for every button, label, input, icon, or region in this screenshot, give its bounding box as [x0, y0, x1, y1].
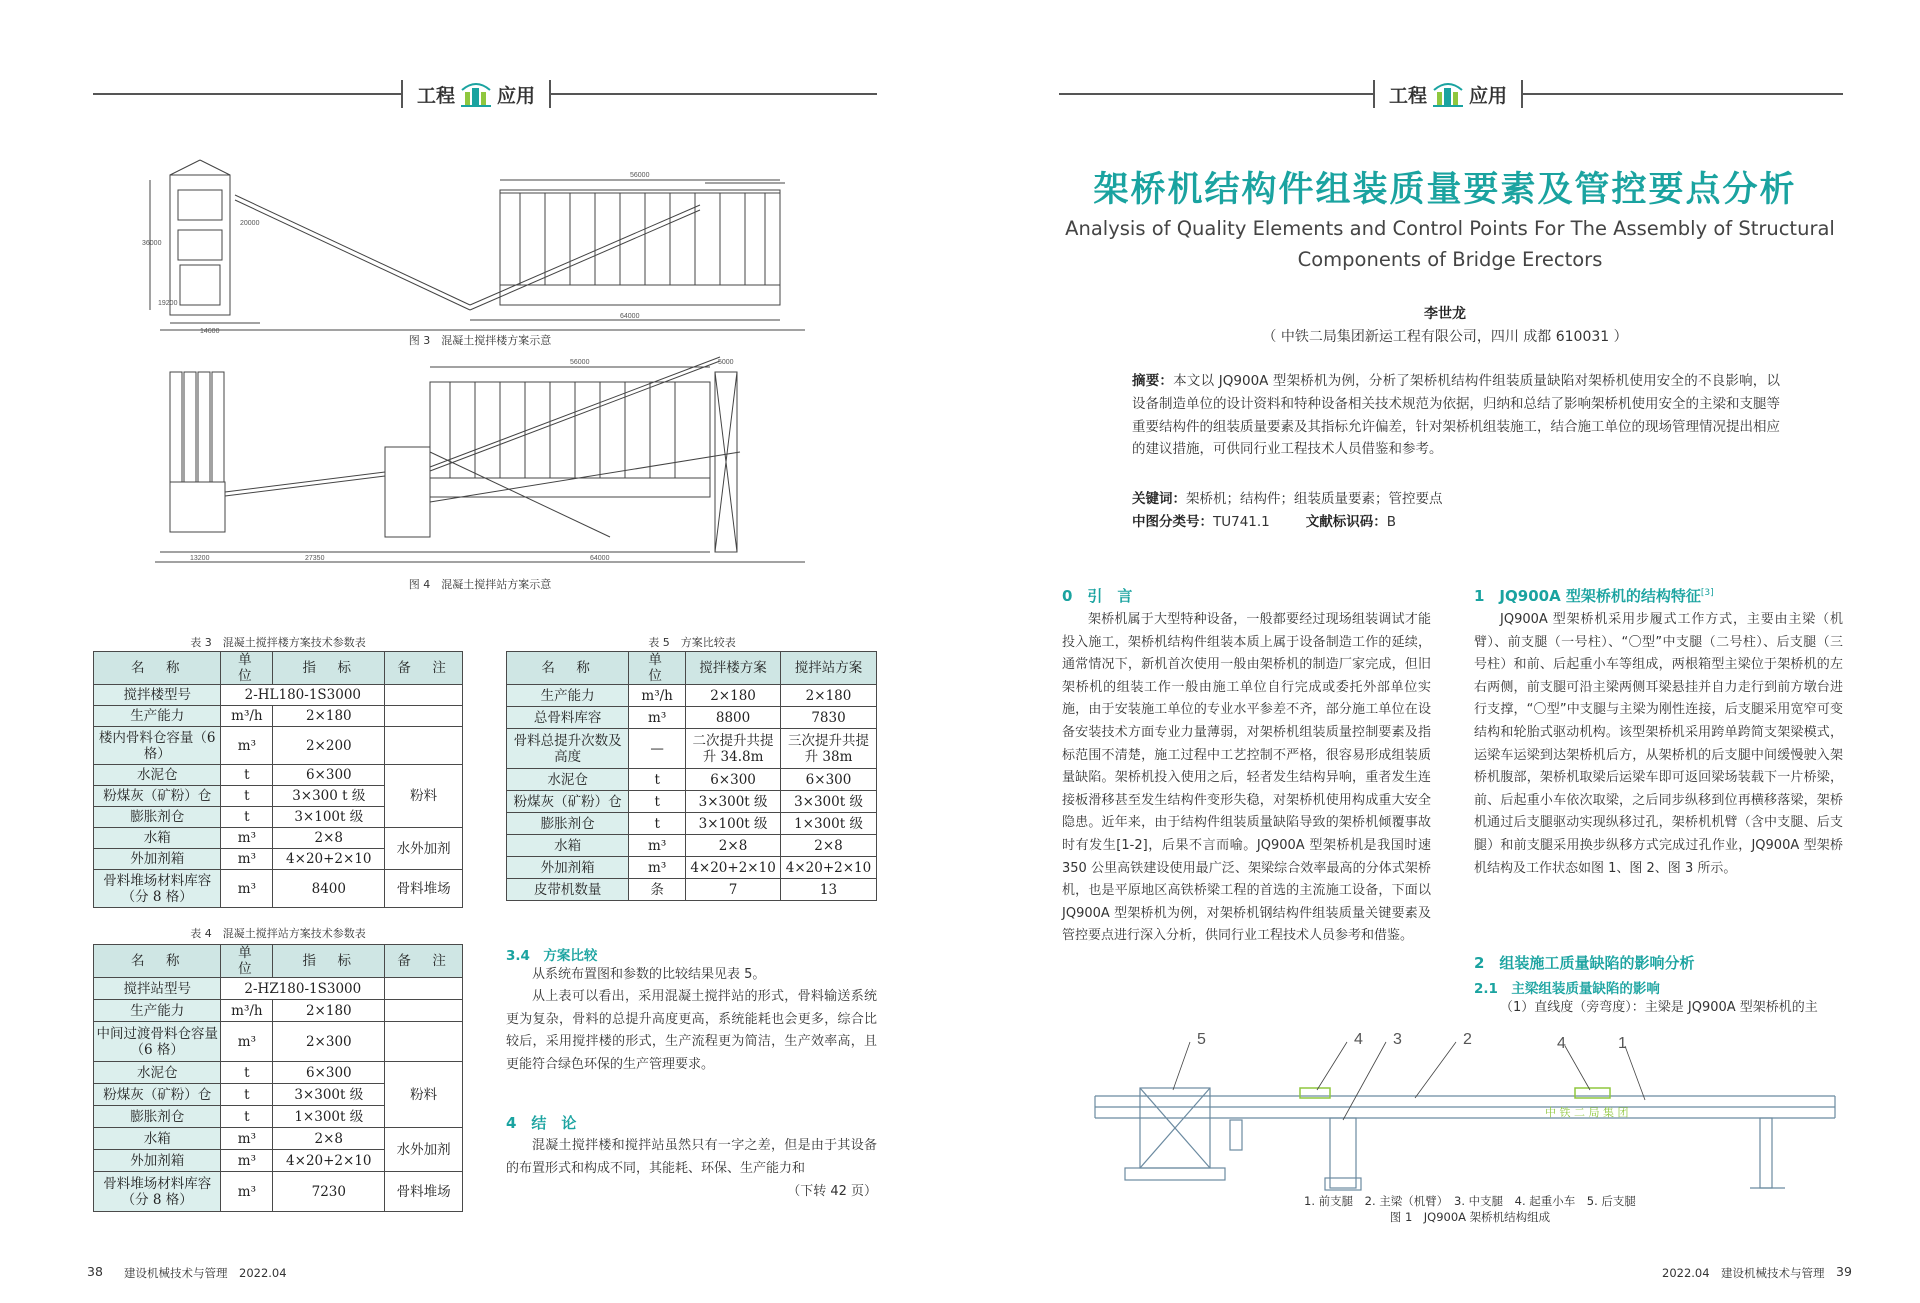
table-cell: 3×300t 级	[686, 791, 781, 813]
section-3-4-title: 3.4 方案比较	[506, 948, 598, 964]
table-cell: 2×8	[781, 835, 877, 857]
header-badge-right	[1373, 80, 1523, 108]
table-cell: 4×20+2×10	[686, 857, 781, 879]
table-cell: 水箱	[94, 1128, 221, 1150]
table-cell: m³	[629, 857, 686, 879]
table-4-header: 备 注	[385, 945, 463, 978]
table-cell: 搅拌站型号	[94, 978, 221, 1000]
table-cell: 3×300 t 级	[273, 786, 385, 807]
table-4-header: 指 标	[273, 945, 385, 978]
table-cell: 2×8	[273, 828, 385, 849]
table-cell: m³	[221, 870, 273, 908]
header-word-2: 应用	[497, 84, 536, 107]
table-cell: 2-HL180-1S3000	[221, 685, 385, 706]
table-cell: 粉料	[385, 1062, 463, 1128]
table-cell: 粉煤灰（矿粉）仓	[94, 1084, 221, 1106]
section-4-title: 4 结 论	[506, 1114, 577, 1132]
table-cell: 外加剂箱	[94, 849, 221, 870]
fig4-dim-1: 56000	[570, 359, 590, 366]
table-4-header: 单 位	[221, 945, 273, 978]
table-cell: t	[221, 1084, 273, 1106]
figure-3-drawing	[140, 155, 810, 335]
table-cell: 生产能力	[94, 1000, 221, 1022]
table-cell: 三次提升共提升 38m	[781, 729, 877, 769]
figure-1-drawing	[1085, 1028, 1845, 1198]
table-cell: 膨胀剂仓	[94, 1106, 221, 1128]
table-cell: 6×300	[781, 769, 877, 791]
table-cell: 生产能力	[94, 706, 221, 727]
table-cell: 4×20+2×10	[273, 1150, 385, 1172]
table-cell: 骨料堆场	[385, 870, 463, 908]
table-5	[506, 651, 877, 901]
table-cell: 1×300t 级	[781, 813, 877, 835]
affiliation: （ 中铁二局集团新运工程有限公司，四川 成都 610031 ）	[1262, 329, 1628, 345]
fig4-dim-2: 5000	[718, 359, 734, 366]
fig3-dim-1: 56000	[630, 172, 650, 179]
section-1-title-text: 1 JQ900A 型架桥机的结构特征	[1474, 587, 1701, 605]
table-4-header: 名 称	[94, 945, 221, 978]
table-cell: 2×180	[686, 685, 781, 707]
doc-code-label: 文献标识码：	[1305, 514, 1387, 530]
table-cell: 13	[781, 879, 877, 901]
keywords-label: 关键词：	[1132, 491, 1186, 507]
classification-code: TU741.1	[1213, 514, 1270, 530]
section-3-4-para-1: 从系统布置图和参数的比较结果见表 5。	[532, 967, 766, 982]
fig1-banner: 中 铁 二 局 集 团	[1545, 1106, 1629, 1119]
table-cell: 4×20+2×10	[273, 849, 385, 870]
table-cell: t	[629, 791, 686, 813]
table-cell: 7230	[273, 1172, 385, 1212]
table-cell: 水泥仓	[94, 765, 221, 786]
table-3-caption: 表 3 混凝土搅拌楼方案技术参数表	[190, 636, 366, 649]
table-cell: 7	[686, 879, 781, 901]
figure-1-caption: 图 1 JQ900A 架桥机结构组成	[1389, 1210, 1551, 1224]
table-cell: 2×8	[273, 1128, 385, 1150]
table-cell: 骨料总提升次数及高度	[507, 729, 629, 769]
table-3-header: 备 注	[385, 652, 463, 685]
page-number-left: 38	[87, 1264, 103, 1279]
fig1-label-2: 2	[1463, 1031, 1472, 1048]
table-cell: 2×8	[686, 835, 781, 857]
table-cell: 8400	[273, 870, 385, 908]
section-2-title: 2 组装施工质量缺陷的影响分析	[1474, 954, 1695, 972]
fig4-dim-5: 27350	[305, 555, 325, 562]
table-4-caption: 表 4 混凝土搅拌站方案技术参数表	[190, 927, 366, 940]
table-cell: m³	[221, 1150, 273, 1172]
table-cell: m³	[629, 707, 686, 729]
table-cell: 2×300	[273, 1022, 385, 1062]
journal-name-left: 建设机械技术与管理 2022.04	[124, 1266, 287, 1280]
table-cell: 1×300t 级	[273, 1106, 385, 1128]
fig4-dim-3: 64000	[590, 555, 610, 562]
abstract-label: 摘要：	[1132, 373, 1174, 389]
table-cell: 条	[629, 879, 686, 901]
table-cell: 3×300t 级	[273, 1084, 385, 1106]
article-title-cn: 架桥机结构件组装质量要素及管控要点分析	[1093, 170, 1797, 210]
figure-4-caption: 图 4 混凝土搅拌站方案示意	[408, 578, 552, 591]
table-cell: 3×100t 级	[273, 807, 385, 828]
table-cell: 2×180	[781, 685, 877, 707]
table-cell: —	[629, 729, 686, 769]
classification-label: 中图分类号：	[1132, 514, 1213, 530]
figure-1-legend: 1. 前支腿 2. 主梁（机臂） 3. 中支腿 4. 起重小车 5. 后支腿	[1304, 1194, 1636, 1208]
table-cell: 8800	[686, 707, 781, 729]
abstract	[1132, 370, 1780, 461]
figure-4-drawing	[140, 352, 810, 572]
building-icon	[459, 80, 493, 108]
table-cell: 总骨料库容	[507, 707, 629, 729]
table-cell: 粉料	[385, 765, 463, 828]
table-cell: t	[221, 1062, 273, 1084]
fig1-label-3: 3	[1393, 1031, 1402, 1048]
table-cell: 楼内骨料仓容量（6 格）	[94, 727, 221, 765]
table-5-caption: 表 5 方案比较表	[648, 636, 736, 649]
table-cell: 皮带机数量	[507, 879, 629, 901]
table-cell: m³	[221, 727, 273, 765]
header-word-1: 工程	[1389, 84, 1428, 107]
table-5-header: 单 位	[629, 652, 686, 685]
table-cell: 水箱	[94, 828, 221, 849]
table-cell: 膨胀剂仓	[507, 813, 629, 835]
table-cell: m³	[221, 849, 273, 870]
table-cell: 水外加剂	[385, 828, 463, 870]
table-3	[93, 651, 463, 908]
keywords	[1132, 488, 1780, 511]
fig1-label-5: 5	[1197, 1031, 1206, 1048]
fig3-dim-4: 36000	[142, 240, 162, 247]
table-cell: m³/h	[221, 1000, 273, 1022]
table-cell: 外加剂箱	[94, 1150, 221, 1172]
table-cell: m³	[221, 1172, 273, 1212]
fig3-dim-3: 14600	[200, 328, 220, 335]
table-cell: t	[221, 786, 273, 807]
table-cell: 二次提升共提升 34.8m	[686, 729, 781, 769]
figure-3-caption: 图 3 混凝土搅拌楼方案示意	[408, 334, 552, 347]
table-cell: 膨胀剂仓	[94, 807, 221, 828]
section-3-4-para-2: 从上表可以看出，采用混凝土搅拌站的形式，骨料输送系统更为复杂，骨料的总提升高度更高，系统能耗也会更多，综合比较后，采用搅拌楼的形式，生产流程更为简洁，生产效率高，且更能符合绿色环保的生产管理要求。	[506, 989, 877, 1072]
fig4-dim-4: 13200	[190, 555, 210, 562]
table-cell: 水箱	[507, 835, 629, 857]
table-cell: t	[221, 765, 273, 786]
building-icon	[1431, 80, 1465, 108]
table-cell: t	[221, 1106, 273, 1128]
table-cell: m³	[221, 1022, 273, 1062]
table-cell: m³	[221, 1128, 273, 1150]
table-cell: 水泥仓	[507, 769, 629, 791]
doc-code: B	[1386, 514, 1397, 530]
table-cell: t	[629, 813, 686, 835]
table-cell: 外加剂箱	[507, 857, 629, 879]
abstract-text: 本文以 JQ900A 型架桥机为例，分析了架桥机结构件组装质量缺陷对架桥机使用安全的不良影响，以设备制造单位的设计资料和特种设备相关技术规范为依据，归纳和总结了影响架桥机使用安全的主梁和支腿等重要结构件的组装质量要素及其指标允许偏差，针对架桥机组装施工，结合施工单位的现场管理情况提出相应的建议措施，可供同行业工程技术人员借鉴和参考。	[1132, 373, 1780, 458]
table-cell	[385, 1022, 463, 1062]
section-0-title: 0 引 言	[1062, 587, 1133, 605]
fig3-dim-6: 19200	[158, 300, 178, 307]
table-cell: 生产能力	[507, 685, 629, 707]
section-0-para: 架桥机属于大型特种设备，一般都要经过现场组装调试才能投入施工，架桥机结构件组装本质上属于设备制造工作的延续，通常情况下，新机首次使用一般由架桥机的制造厂家完成，但旧架桥机的组装工作一般由施工单位自行完成或委托外部单位实施，由于安装施工单位的专业水平参差不齐，部分施工单位在设备安装技术方面专业力量薄弱，对架桥机组装质量控制要素及指标范围不清楚，施工过程中工艺控制不严格，很容易形成组装质量缺陷。架桥机投入使用之后，轻者发生结构异响，重者发生连接板滑移甚至发生结构件变形失稳，对架桥机使用构成重大安全隐患。近年来，由于结构件组装质量缺陷导致的架桥机倾覆事故时有发生[1-2]，后果不言而喻。JQ900A 型架桥机是我国时速 350 公里高铁建设使用最广泛、架梁综合效率最高的分体式架桥机，也是平原地区高铁桥梁工程的首选的主流施工设备，下面以 JQ900A 型架桥机为例，对架桥机钢结构件组装质量关键要素及管控要点进行深入分析，供同行业工程技术人员参考和借鉴。	[1062, 612, 1431, 944]
classification	[1132, 511, 1780, 534]
table-cell: 骨料堆场材料库容（分 8 格）	[94, 870, 221, 908]
fig1-label-4b: 4	[1557, 1035, 1566, 1052]
section-2-1-para: （1）直线度（旁弯度）：主梁是 JQ900A 型架桥机的主	[1500, 1000, 1818, 1015]
table-cell	[385, 727, 463, 765]
table-cell: 2×180	[273, 1000, 385, 1022]
table-cell: 6×300	[273, 1062, 385, 1084]
table-cell: 7830	[781, 707, 877, 729]
table-cell: 搅拌楼型号	[94, 685, 221, 706]
article-title-en: Analysis of Quality Elements and Control Points For The Assembly of Structural Components of Bridge Erectors	[1065, 217, 1835, 271]
table-cell: 粉煤灰（矿粉）仓	[507, 791, 629, 813]
keywords-text: 架桥机；结构件；组装质量要素；管控要点	[1186, 491, 1443, 507]
page-number-right: 39	[1836, 1264, 1852, 1279]
table-cell	[385, 685, 463, 706]
table-cell: 骨料堆场材料库容（分 8 格）	[94, 1172, 221, 1212]
section-1-para: JQ900A 型架桥机采用步履式工作方式，主要由主梁（机臂）、前支腿（一号柱）、“〇型”中支腿（二号柱）、后支腿（三号柱）和前、后起重小车等组成，两根箱型主梁位于架桥机的左右两侧，前支腿可沿主梁两侧耳梁悬挂并自力走行到前方墩台进行支撑，“〇型”中支腿与主梁为刚性连接，后支腿采用宽窄可变结构和轮胎式驱动机构。该型架桥机采用跨单跨简支架梁模式，运梁车运梁到达架桥机后方，从架桥机的后支腿中间缓慢驶入架桥机腹部，架桥机取梁后运梁车即可返回梁场装载下一片桥梁，前、后起重小车依次取梁，之后同步纵移到位再横移落梁，架桥机通过后支腿驱动实现纵移过孔，架桥机机臂（含中支腿、后支腿）和前支腿采用换步纵移方式完成过孔作业，JQ900A 型架桥机结构及工作状态如图 1、图 2、图 3 所示。	[1474, 612, 1843, 876]
table-cell: 水泥仓	[94, 1062, 221, 1084]
fig1-label-1: 1	[1618, 1035, 1627, 1052]
table-3-header: 名 称	[94, 652, 221, 685]
table-cell: t	[221, 807, 273, 828]
table-cell: 粉煤灰（矿粉）仓	[94, 786, 221, 807]
section-2-1-title: 2.1 主梁组装质量缺陷的影响	[1474, 981, 1660, 997]
table-cell	[385, 706, 463, 727]
header-word-1: 工程	[417, 84, 456, 107]
table-cell	[385, 978, 463, 1000]
table-cell: 2×180	[273, 706, 385, 727]
table-cell: 4×20+2×10	[781, 857, 877, 879]
table-5-header: 名 称	[507, 652, 629, 685]
table-cell: 3×300t 级	[781, 791, 877, 813]
header-word-2: 应用	[1469, 84, 1508, 107]
section-1-title	[1474, 585, 1714, 606]
table-cell: 6×300	[273, 765, 385, 786]
table-cell: 水外加剂	[385, 1128, 463, 1172]
table-cell: m³/h	[221, 706, 273, 727]
fig3-dim-2: 64000	[620, 313, 640, 320]
section-4-para-1: 混凝土搅拌楼和搅拌站虽然只有一字之差，但是由于其设备的布置形式和构成不同，其能耗、环保、生产能力和	[506, 1138, 877, 1176]
table-3-header: 指 标	[273, 652, 385, 685]
header-badge-left	[401, 80, 551, 108]
table-cell: 骨料堆场	[385, 1172, 463, 1212]
table-5-header: 搅拌楼方案	[686, 652, 781, 685]
journal-name-right: 2022.04 建设机械技术与管理	[1662, 1266, 1825, 1280]
table-cell: 6×300	[686, 769, 781, 791]
table-cell: 中间过渡骨料仓容量（6 格）	[94, 1022, 221, 1062]
section-1-ref: [3]	[1700, 588, 1714, 598]
table-cell: t	[629, 769, 686, 791]
author: 李世龙	[1424, 306, 1466, 322]
table-cell: m³/h	[629, 685, 686, 707]
table-cell: m³	[221, 828, 273, 849]
table-cell: 2×200	[273, 727, 385, 765]
continued-note: （下转 42 页）	[787, 1184, 877, 1199]
fig3-dim-5: 20000	[240, 220, 260, 227]
table-cell: m³	[629, 835, 686, 857]
table-3-header: 单 位	[221, 652, 273, 685]
table-4	[93, 944, 463, 1212]
table-cell	[385, 1000, 463, 1022]
table-cell: 3×100t 级	[686, 813, 781, 835]
table-cell: 2-HZ180-1S3000	[221, 978, 385, 1000]
table-5-header: 搅拌站方案	[781, 652, 877, 685]
fig1-label-4: 4	[1354, 1031, 1363, 1048]
